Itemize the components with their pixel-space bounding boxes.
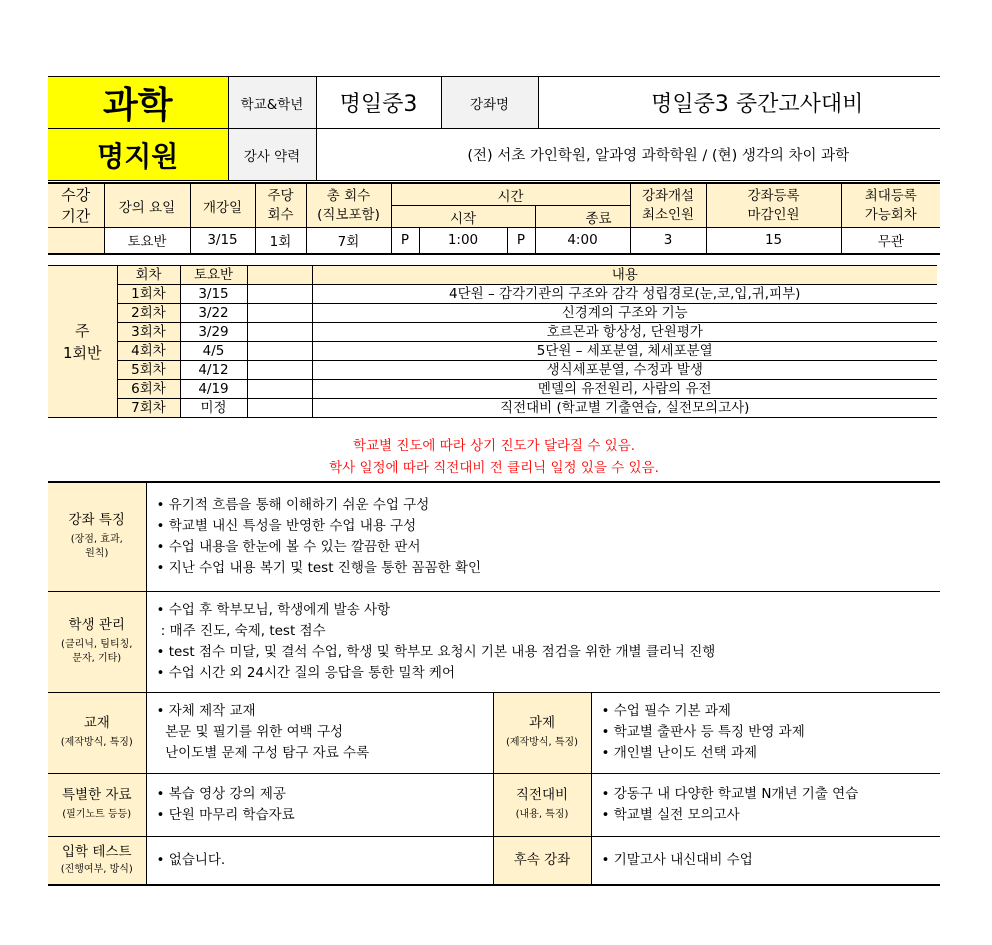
col-content: 내용 — [312, 266, 937, 285]
total-count-label: 총 회수 (직보포함) — [306, 183, 391, 228]
content-cell: 멘델의 유전원리, 사람의 유전 — [312, 380, 937, 399]
date-cell: 4/12 — [180, 361, 247, 380]
empty-cell — [247, 323, 312, 342]
entrance-test-label: 입학 테스트 (진행여부, 방식) — [48, 836, 146, 885]
max-register-value: 무관 — [841, 228, 940, 254]
course-value: 명일중3 중간고사대비 — [538, 77, 940, 129]
course-info-table — [48, 481, 940, 886]
session-cell: 1회차 — [117, 285, 180, 304]
date-cell: 미정 — [180, 399, 247, 418]
school-value: 명일중3 — [316, 77, 441, 129]
start-date-value: 3/15 — [190, 228, 255, 254]
empty-cell — [247, 304, 312, 323]
followup-course-label: 후속 강좌 — [493, 836, 591, 885]
start-date-label: 개강일 — [190, 183, 255, 228]
notice-progress: 학교별 진도에 따라 상기 진도가 달라질 수 있음. — [352, 438, 636, 454]
session-cell: 5회차 — [117, 361, 180, 380]
features-label: 강좌 특징 (장점, 효과, 원칙) — [48, 482, 146, 591]
day-label: 강의 요일 — [104, 183, 190, 228]
teacher-name: 명지원 — [48, 129, 228, 181]
empty-cell — [247, 285, 312, 304]
session-cell: 2회차 — [117, 304, 180, 323]
school-label: 학교&학년 — [228, 77, 316, 129]
management-content: • 수업 후 학부모님, 학생에게 발송 사항 : 매주 진도, 숙제, test 점수 • test 점수 미달, 및 결석 수업, 학생 및 학부모 요청시 기본 내용 점검을 위한 개별 클리닉 진행 • 수업 시간 외 24시간 질의 응답을 통한 밀착 케어 — [146, 591, 940, 692]
special-material-content: • 복습 영상 강의 제공 • 단원 마무리 학습자료 — [146, 773, 493, 836]
subject-title: 과학 — [48, 77, 228, 129]
min-students-label: 강좌개설 최소인원 — [630, 183, 706, 228]
exam-prep-content: • 강동구 내 다양한 학교별 N개년 기출 연습 • 학교별 실전 모의고사 — [591, 773, 940, 836]
time-end-label: 종료 — [535, 206, 630, 228]
content-cell: 신경계의 구조와 기능 — [312, 304, 937, 323]
max-register-label: 최대등록 가능회차 — [841, 183, 940, 228]
table-row — [48, 380, 937, 399]
homework-label: 과제 (제작방식, 특징) — [493, 692, 591, 773]
date-cell: 3/22 — [180, 304, 247, 323]
table-row — [48, 285, 937, 304]
max-students-label: 강좌등록 마감인원 — [706, 183, 841, 228]
col-session: 회차 — [117, 266, 180, 285]
table-row — [48, 304, 937, 323]
career-value: (전) 서초 가인학원, 알과영 과학학원 / (현) 생각의 차이 과학 — [316, 129, 940, 181]
date-cell: 4/19 — [180, 380, 247, 399]
time-label: 시간 — [391, 183, 630, 206]
col-day: 토요반 — [180, 266, 247, 285]
end-time: 4:00 — [535, 228, 630, 254]
weekly-count-label: 주당 회수 — [255, 183, 306, 228]
homework-content: • 수업 필수 기본 과제 • 학교별 출판사 등 특징 반영 과제 • 개인별 난이도 선택 과제 — [591, 692, 940, 773]
session-cell: 4회차 — [117, 342, 180, 361]
session-cell: 7회차 — [117, 399, 180, 418]
empty-cell — [247, 380, 312, 399]
textbook-label: 교재 (제작방식, 특징) — [48, 692, 146, 773]
total-count-value: 7회 — [306, 228, 391, 254]
start-time: 1:00 — [419, 228, 507, 254]
table-row — [48, 361, 937, 380]
content-cell: 호르몬과 항상성, 단원평가 — [312, 323, 937, 342]
date-cell: 3/29 — [180, 323, 247, 342]
period-label-cont — [48, 228, 104, 254]
session-cell: 6회차 — [117, 380, 180, 399]
table-row — [48, 323, 937, 342]
max-students-value: 15 — [706, 228, 841, 254]
empty-cell — [247, 342, 312, 361]
empty-cell — [247, 399, 312, 418]
table-row — [48, 399, 937, 418]
content-cell: 5단원 – 세포분열, 체세포분열 — [312, 342, 937, 361]
content-cell: 직전대비 (학교별 기출연습, 실전모의고사) — [312, 399, 937, 418]
schedule-table — [48, 182, 940, 255]
content-cell: 4단원 – 감각기관의 구조와 감각 성립경로(눈,코,입,귀,피부) — [312, 285, 937, 304]
date-cell: 3/15 — [180, 285, 247, 304]
weekly-side-label: 주 1회반 — [48, 266, 117, 418]
empty-cell — [247, 361, 312, 380]
notice-clinic: 학사 일정에 따라 직전대비 전 클리닉 일정 있을 수 있음. — [329, 460, 659, 476]
end-ampm: P — [507, 228, 535, 254]
start-ampm: P — [391, 228, 419, 254]
table-row — [48, 342, 937, 361]
min-students-value: 3 — [630, 228, 706, 254]
course-label: 강좌명 — [441, 77, 538, 129]
content-cell: 생식세포분열, 수정과 발생 — [312, 361, 937, 380]
special-material-label: 특별한 자료 (필기노트 등등) — [48, 773, 146, 836]
management-label: 학생 관리 (클리닉, 팀티칭, 문자, 기타) — [48, 591, 146, 692]
exam-prep-label: 직전대비 (내용, 특징) — [493, 773, 591, 836]
weekly-plan-table — [48, 265, 937, 418]
weekly-count-value: 1회 — [255, 228, 306, 254]
time-start-label: 시작 — [391, 206, 535, 228]
entrance-test-content: • 없습니다. — [146, 836, 493, 885]
date-cell: 4/5 — [180, 342, 247, 361]
session-cell: 3회차 — [117, 323, 180, 342]
day-value: 토요반 — [104, 228, 190, 254]
textbook-content: • 자체 제작 교재 본문 및 필기를 위한 여백 구성 난이도별 문제 구성 탐구 자료 수록 — [146, 692, 493, 773]
features-content: • 유기적 흐름을 통해 이해하기 쉬운 수업 구성 • 학교별 내신 특성을 반영한 수업 내용 구성 • 수업 내용을 한눈에 볼 수 있는 깔끔한 판서 • 지난 수업 내용 복기 및 test 진행을 통한 꼼꼼한 확인 — [146, 482, 940, 591]
period-label: 수강 기간 — [48, 183, 104, 228]
career-label: 강사 약력 — [228, 129, 316, 181]
followup-course-content: • 기말고사 내신대비 수업 — [591, 836, 940, 885]
col-empty — [247, 266, 312, 285]
header-table — [48, 76, 940, 181]
